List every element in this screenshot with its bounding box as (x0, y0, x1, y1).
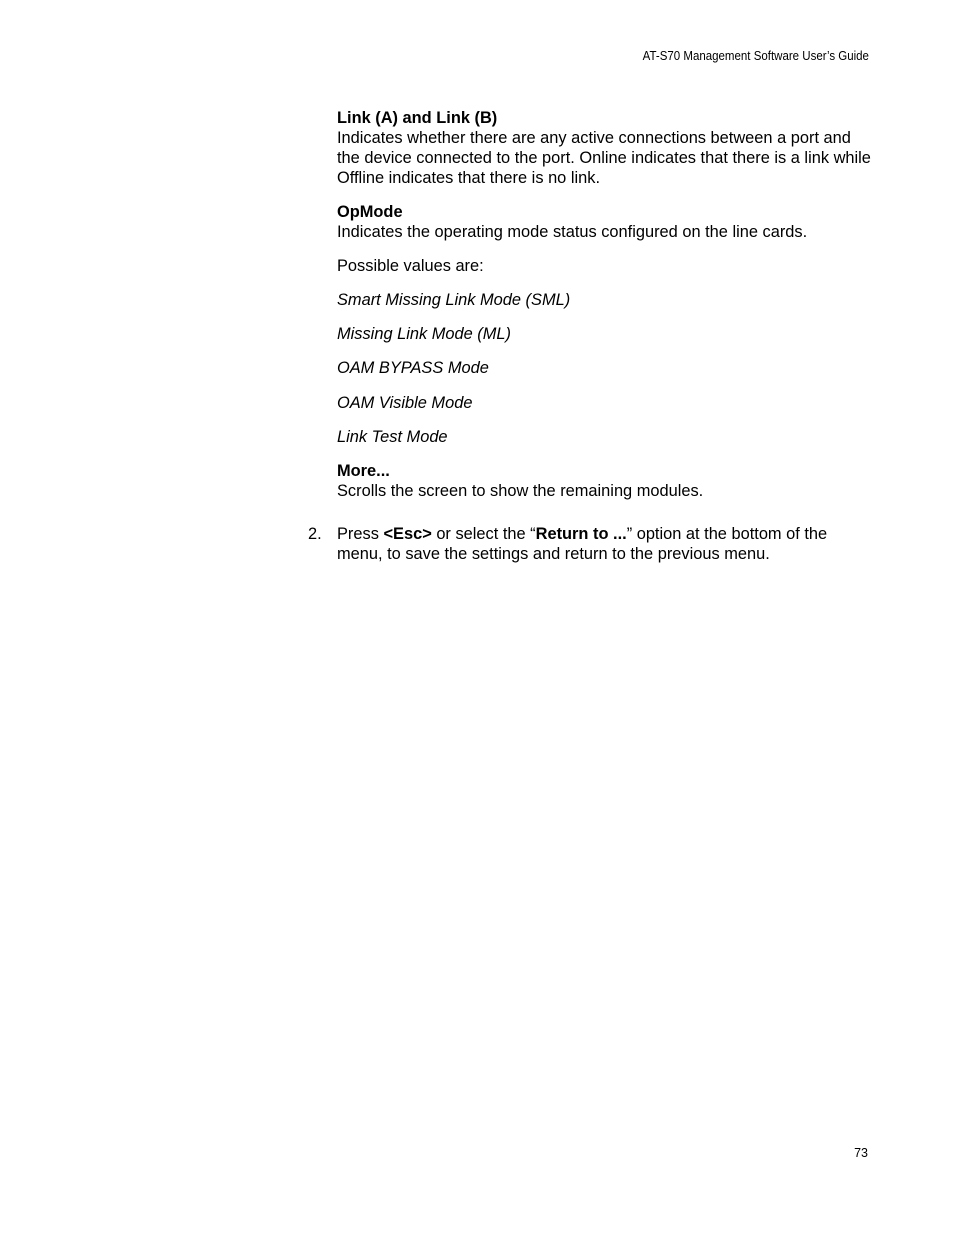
key-name: <Esc> (383, 524, 432, 543)
definition-more (337, 461, 877, 501)
definition-term: Link (A) and Link (B) (337, 109, 498, 127)
possible-value-item: OAM BYPASS Mode (337, 359, 489, 378)
definition-term: OpMode (337, 203, 403, 221)
possible-values-list (337, 290, 877, 447)
definition-description: Scrolls the screen to show the remaining modules. (337, 481, 704, 500)
running-header: AT-S70 Management Software User’s Guide (642, 49, 869, 63)
page-number: 73 (854, 1146, 868, 1160)
procedure-step-2 (308, 524, 877, 564)
possible-value-item: Missing Link Mode (ML) (337, 325, 511, 344)
definition-link-a-b (337, 108, 877, 188)
step-number: 2. (308, 524, 322, 543)
option-name: Return to ... (535, 524, 627, 543)
possible-value-item: OAM Visible Mode (337, 393, 473, 412)
definition-description: Indicates the operating mode status configured on the line cards. (337, 223, 808, 241)
definition-term: More... (337, 461, 390, 480)
step-text-part: or select the “ (431, 524, 536, 543)
possible-value-item: Smart Missing Link Mode (SML) (337, 291, 571, 309)
definition-description: Indicates whether there are any active connections between a port and the device connected to the port. Online indicates that there is a link while Offline indicates that there is no link. (337, 129, 871, 187)
step-text (337, 524, 877, 564)
possible-value-item: Link Test Mode (337, 427, 448, 446)
possible-values-intro: Possible values are: (337, 257, 484, 275)
step-text-part: ” option at the bottom of the menu, to save the settings and return to the previous menu. (337, 524, 828, 563)
definition-opmode (337, 202, 877, 242)
step-text-part: Press (337, 524, 384, 543)
document-body (308, 108, 877, 564)
